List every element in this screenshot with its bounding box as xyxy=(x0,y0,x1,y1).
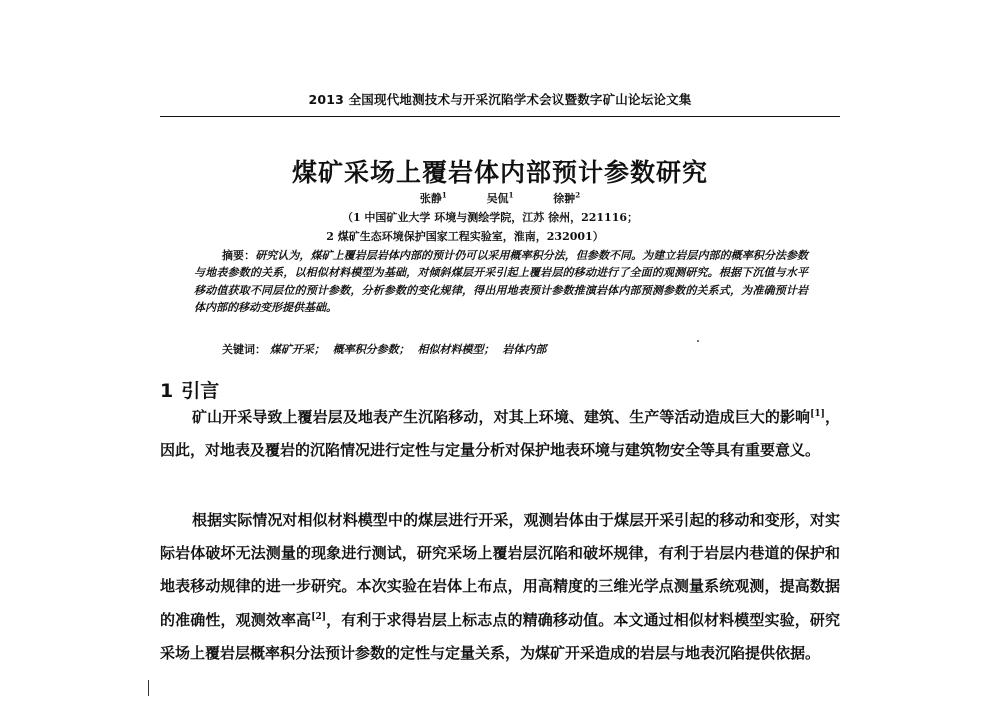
scan-artifact xyxy=(148,680,149,696)
citation-ref[interactable]: [2] xyxy=(311,611,326,622)
keyword: 概率积分参数； xyxy=(332,343,410,356)
scan-artifact xyxy=(697,340,699,342)
running-header: 2013 全国现代地测技术与开采沉陷学术会议暨数字矿山论坛论文集 xyxy=(308,92,692,107)
keywords-label: 关键词： xyxy=(222,343,266,356)
keywords xyxy=(222,341,822,357)
section-number: 1 xyxy=(160,380,174,402)
body-paragraph-2: 根据实际情况对相似材料模型中的煤层进行开采，观测岩体由于煤层开采引起的移动和变形，对实际岩体破坏无法测量的现象进行测试，研究采场上覆岩层沉陷和破坏规律，有利于岩层内巷道的保护和地表移动规律的进一步研究。本次实验在岩体上布点，用高精度的三维光学点测量系统观测，提高数据的准确性，观测效率高[2]，有利于求得岩层上标志点的精确移动值。本文通过相似材料模型实验，研究采场上覆岩层概率积分法预计参数的定性与定量关系，为煤矿开采造成的岩层与地表沉陷提供依据。 xyxy=(160,511,840,662)
citation-ref[interactable]: [1] xyxy=(810,409,825,419)
keyword: 煤矿开采； xyxy=(269,343,325,356)
keyword: 岩体内部 xyxy=(502,343,547,356)
section-heading xyxy=(160,376,219,403)
author: 张静$^1$ xyxy=(419,190,447,205)
body-paragraph-1: 矿山开采导致上覆岩层及地表产生沉陷移动，对其上环境、建筑、生产等活动造成巨大的影响[1]，因此，对地表及覆岩的沉陷情况进行定性与定量分析对保护地表环境与建筑物安全等具有重要意义。 xyxy=(160,408,840,460)
abstract-text: 研究认为，煤矿上覆岩层岩体内部的预计仍可以采用概率积分法，但参数不同。为建立岩层内部的概率积分法参数与地表参数的关系，以相似材料模型为基础，对倾斜煤层开采引起上覆岩层的移动进行了全面的观测研究。根据下沉值与水平移动值获取不同层位的预计参数，分析参数的变化规律，得出用地表预计参数推演岩体内部预测参数的关系式，为准确预计岩体内部的移动变形提供基础。 xyxy=(194,249,809,315)
section-title: 引言 xyxy=(181,380,220,402)
header-rule xyxy=(160,116,840,117)
keyword: 相似材料模型； xyxy=(417,343,495,356)
author: 吴侃$^1$ xyxy=(486,190,514,205)
abstract-label: 摘要： xyxy=(222,249,256,262)
affiliation-1: （1 中国矿业大学 环境与测绘学院，江苏 徐州，221116； xyxy=(341,211,639,224)
author: 徐翀$^2$ xyxy=(553,190,581,205)
affiliation-2: 2 煤矿生态环境保护国家工程实验室，淮南，232001） xyxy=(326,230,604,243)
author-list xyxy=(160,190,840,206)
abstract xyxy=(194,247,808,317)
paper-title: 煤矿采场上覆岩体内部预计参数研究 xyxy=(291,158,708,187)
